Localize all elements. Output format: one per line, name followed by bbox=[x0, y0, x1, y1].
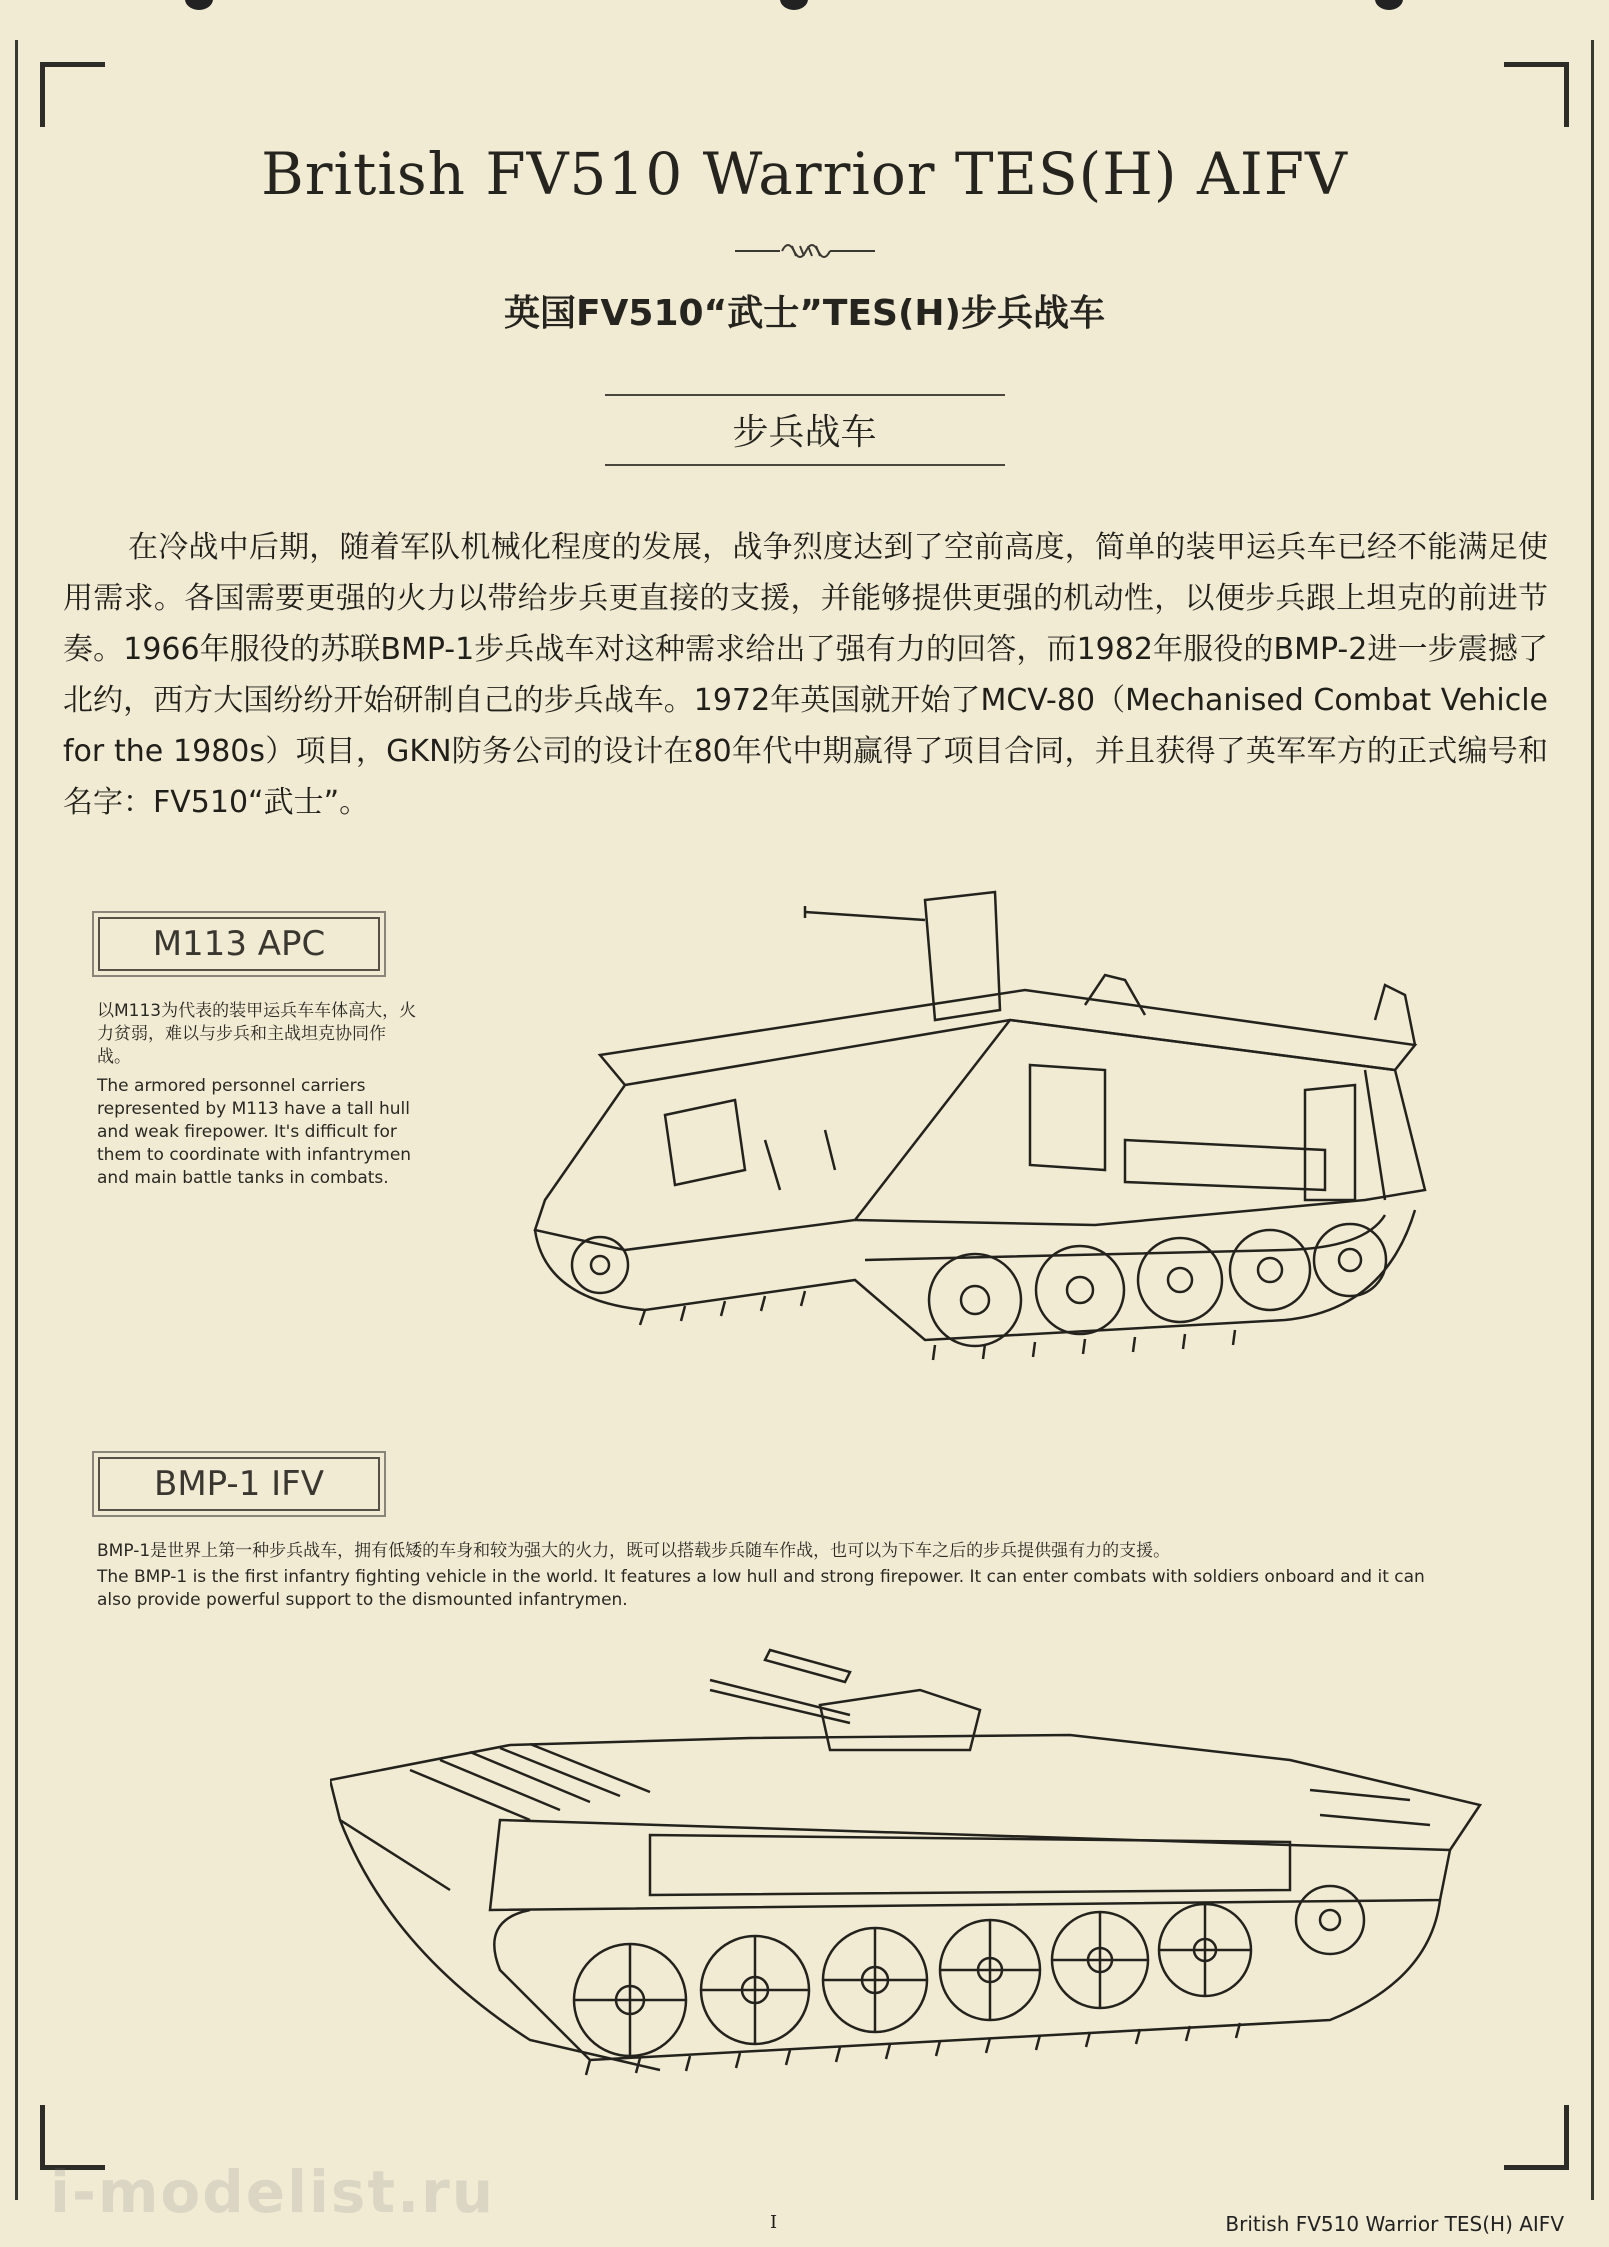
bmp1-label: BMP-1 IFV bbox=[98, 1457, 380, 1511]
title-ornament bbox=[730, 236, 880, 266]
section-rule-bottom bbox=[605, 464, 1005, 466]
binder-hole-center bbox=[780, 0, 808, 10]
watermark: i-modelist.ru bbox=[50, 2158, 496, 2226]
footer-title: British FV510 Warrior TES(H) AIFV bbox=[1225, 2212, 1564, 2236]
m113-label: M113 APC bbox=[98, 917, 380, 971]
page-title-english: British FV510 Warrior TES(H) AIFV bbox=[261, 140, 1348, 208]
frame-corner-top-left bbox=[40, 62, 105, 127]
bmp1-illustration bbox=[330, 1620, 1500, 2090]
m113-illustration bbox=[505, 870, 1450, 1430]
binder-hole-left bbox=[185, 0, 213, 10]
section-rule-top bbox=[605, 394, 1005, 396]
m113-caption-english: The armored personnel carriers represented by M113 have a tall hull and weak firepower. It's difficult for them to coordinate with infantrymen and main battle tanks in combats. bbox=[97, 1076, 412, 1188]
bmp1-caption-english: The BMP-1 is the first infantry fighting vehicle in the world. It features a low hull and strong firepower. It can enter combats with soldiers onboard and it can also provide powerful support to the dismounted infantrymen. bbox=[97, 1567, 1425, 1610]
page-number: I bbox=[770, 2212, 778, 2233]
bmp1-caption-chinese: BMP-1是世界上第一种步兵战车，拥有低矮的车身和较为强大的火力，既可以搭载步兵随车作战，也可以为下车之后的步兵提供强有力的支援。 bbox=[97, 1541, 1171, 1561]
frame-corner-top-right bbox=[1504, 62, 1569, 127]
page-title-chinese: 英国FV510“武士”TES(H)步兵战车 bbox=[503, 293, 1106, 334]
intro-paragraph: 在冷战中后期，随着军队机械化程度的发展，战争烈度达到了空前高度，简单的装甲运兵车已经不能满足使用需求。各国需要更强的火力以带给步兵更直接的支援，并能够提供更强的机动性，以便步兵跟上坦克的前进节奏。1966年服役的苏联BMP-1步兵战车对这种需求给出了强有力的回答，而1982年服役的BMP-2进一步震撼了北约，西方大国纷纷开始研制自己的步兵战车。1972年英国就开始了MCV-80（Mechanised Combat Vehicle for the 1980s）项目，GKN防务公司的设计在80年代中期赢得了项目合同，并且获得了英军军方的正式编号和名字：FV510“武士”。 bbox=[63, 530, 1548, 820]
binder-hole-right bbox=[1375, 0, 1403, 10]
m113-caption-chinese: 以M113为代表的装甲运兵车车体高大，火力贫弱，难以与步兵和主战坦克协同作战。 bbox=[97, 1001, 417, 1067]
frame-corner-bottom-right bbox=[1504, 2105, 1569, 2170]
section-heading: 步兵战车 bbox=[732, 412, 877, 453]
